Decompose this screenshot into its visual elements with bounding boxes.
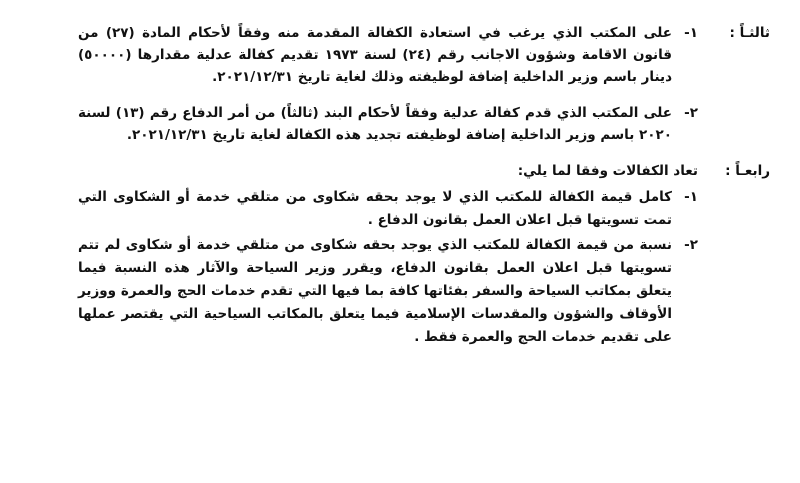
document-body xyxy=(78,22,770,359)
item-text: نسبة من قيمة الكفالة للمكتب الذي يوجد بحقه شكاوى من متلقي خدمة أو شكاوى لم تتم تسويتها قبل اعلان العمل بقانون الدفاع، ويقرر وزير السياحة والآثار هذه النسبة فيما يتعلق بمكاتب السياحة والسفر بفئاتها كافة بما فيها التي تقدم خدمات الحج والعمرة ووزير الأوقاف والشؤون والمقدسات الإسلامية فيما يتعلق بالمكاتب السياحية التي يقتصر عملها على تقديم خدمات الحج والعمرة فقط . xyxy=(78,237,672,345)
section-third-item-1 xyxy=(78,22,698,88)
item-text: كامل قيمة الكفالة للمكتب الذي لا يوجد بحقه شكاوى من متلقي خدمة أو الشكاوى التي تمت تسويتها قبل اعلان العمل بقانون الدفاع . xyxy=(78,189,672,228)
item-text: على المكتب الذي يرغب في استعادة الكفالة المقدمة منه وفقاً لأحكام المادة (٢٧) من قانون الاقامة وشؤون الاجانب رقم (٢٤) لسنة ١٩٧٣ تقديم كفالة عدلية مقدارها (٥٠٠٠٠) دينار باسم وزير الداخلية إضافة لوظيفته وذلك لغاية تاريخ ٢٠٢١/١٢/٣١. xyxy=(78,25,673,85)
section-fourth-item-1 xyxy=(78,186,698,232)
item-number: ٢- xyxy=(684,105,698,121)
section-fourth-item-2 xyxy=(78,234,698,349)
item-number: ٢- xyxy=(684,237,698,253)
section-third-label: ثالثـاً : xyxy=(729,25,770,41)
section-fourth xyxy=(78,160,770,349)
section-fourth-intro: تعاد الكفالات وفقا لما يلي: xyxy=(517,163,698,179)
item-number: ١- xyxy=(684,25,698,41)
section-third-item-2 xyxy=(78,102,698,146)
section-fourth-label: رابعـاً : xyxy=(725,163,770,179)
item-number: ١- xyxy=(684,189,698,205)
item-text: على المكتب الذي قدم كفالة عدلية وفقاً لأحكام البند (ثالثاً) من أمر الدفاع رقم (١٣) لسنة ٢٠٢٠ باسم وزير الداخلية إضافة لوظيفته تجديد هذه الكفالة لغاية تاريخ ٢٠٢١/١٢/٣١. xyxy=(78,105,673,143)
section-third xyxy=(78,22,770,146)
